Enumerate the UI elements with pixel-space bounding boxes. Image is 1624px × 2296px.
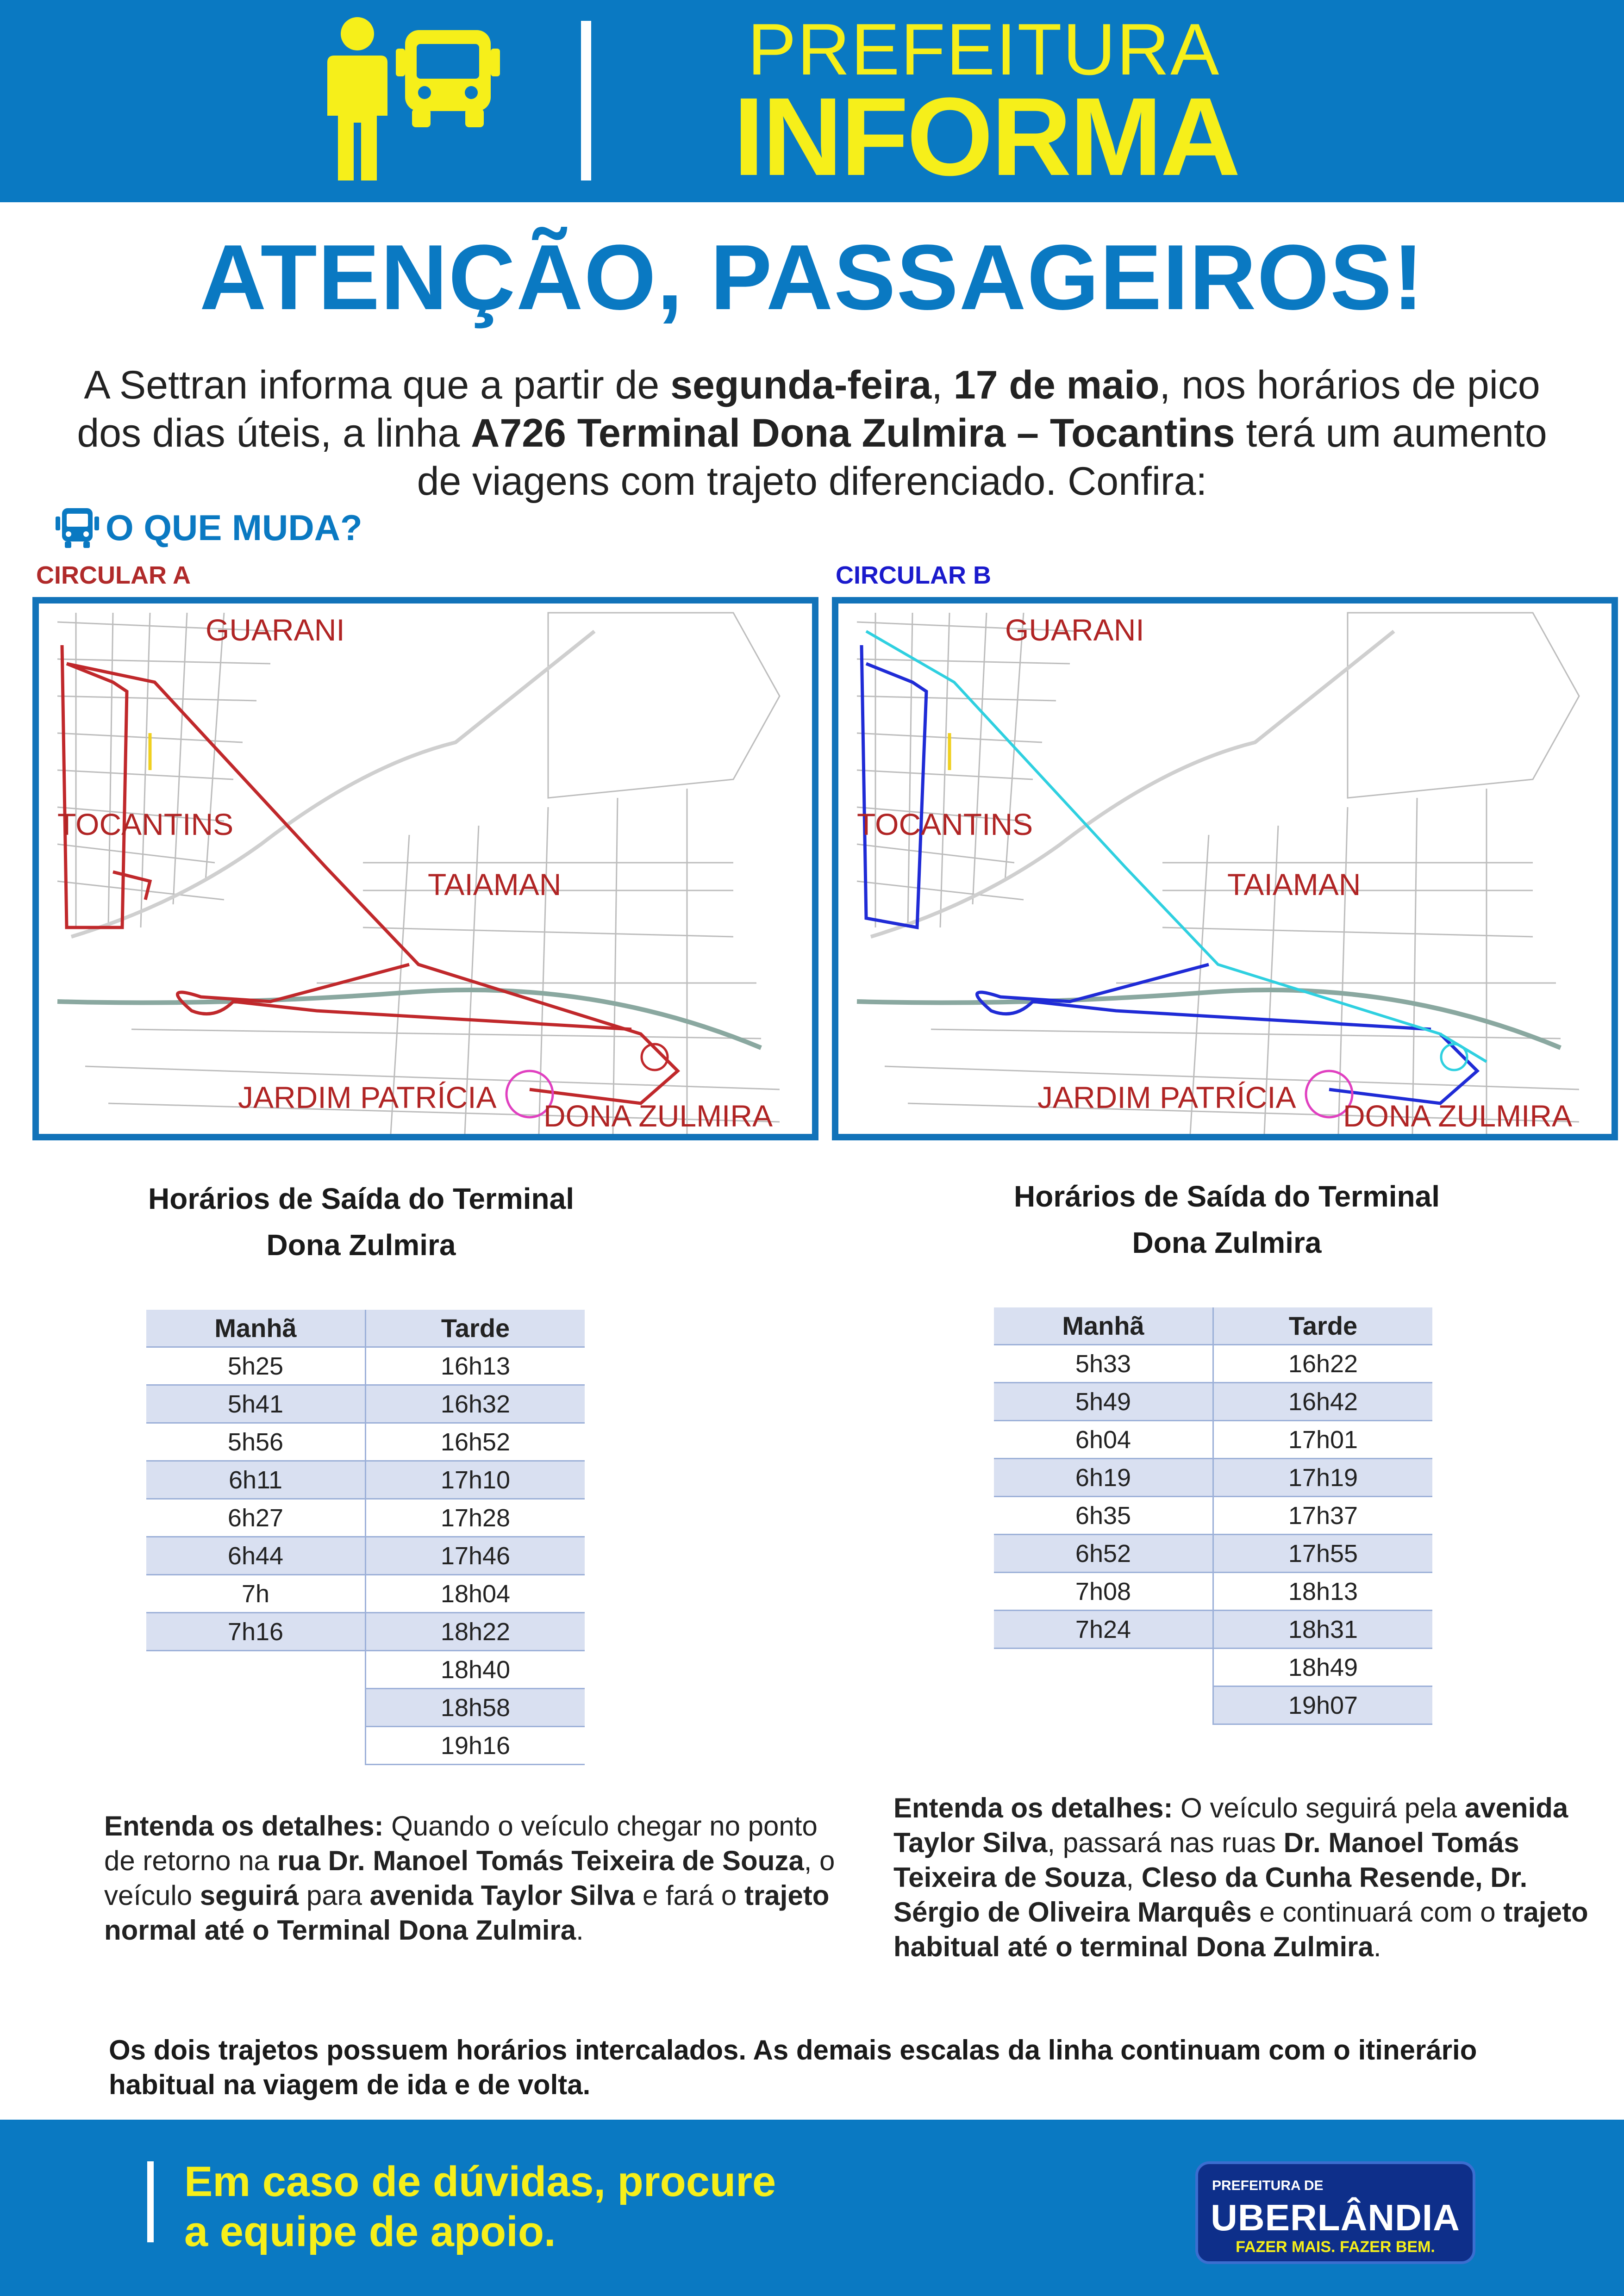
morning-time	[146, 1689, 366, 1727]
table-row	[994, 1459, 1432, 1497]
afternoon-time: 16h13	[366, 1347, 585, 1385]
route-map-b	[832, 597, 1618, 1140]
details-text: .	[576, 1915, 584, 1946]
morning-time: 6h27	[146, 1499, 366, 1537]
table-row	[994, 1535, 1432, 1573]
details-bold: avenida Taylor Silva	[369, 1880, 635, 1911]
morning-time: 7h24	[994, 1611, 1213, 1649]
afternoon-time: 17h55	[1213, 1535, 1433, 1573]
afternoon-time: 19h16	[366, 1727, 585, 1765]
circular-b-label: CIRCULAR B	[836, 561, 991, 589]
afternoon-time: 16h22	[1213, 1345, 1433, 1383]
section-heading-label: O QUE MUDA?	[106, 507, 362, 548]
schedule-b-title: Horários de Saída do Terminal Dona Zulmira	[1014, 1180, 1440, 1259]
morning-time: 6h19	[994, 1459, 1213, 1497]
intro-text: A Settran informa que a partir de	[84, 363, 671, 407]
morning-time: 5h49	[994, 1383, 1213, 1421]
details-bold: trajeto habitual até o terminal Dona Zulmira	[893, 1897, 1588, 1962]
morning-time: 6h52	[994, 1535, 1213, 1573]
header-divider	[581, 21, 591, 180]
table-row	[146, 1727, 585, 1765]
details-text: , o veículo	[104, 1845, 835, 1911]
route-map-a	[32, 597, 818, 1140]
table-row	[146, 1651, 585, 1689]
table-row	[994, 1345, 1432, 1383]
details-text: .	[1373, 1931, 1381, 1962]
afternoon-time: 16h42	[1213, 1383, 1433, 1421]
afternoon-time: 17h37	[1213, 1497, 1433, 1535]
afternoon-time: 17h01	[1213, 1421, 1433, 1459]
details-bold: avenida Taylor Silva	[893, 1792, 1568, 1858]
column-header-morning: Manhã	[146, 1310, 366, 1347]
table-row	[146, 1385, 585, 1423]
map-b-label-tocantins: TOCANTINS	[857, 807, 1033, 841]
column-header-afternoon: Tarde	[366, 1310, 585, 1347]
morning-time: 5h41	[146, 1385, 366, 1423]
table-row	[146, 1613, 585, 1651]
schedule-a-table	[146, 1310, 585, 1765]
logo-main-text: UBERLÂNDIA	[1211, 2197, 1460, 2238]
details-b-text	[893, 1791, 1606, 1964]
intro-bold-line: A726 Terminal Dona Zulmira – Tocantins	[471, 411, 1235, 455]
afternoon-time: 17h19	[1213, 1459, 1433, 1497]
intro-text: terá um aumento de viagens com trajeto diferenciado. Confira:	[417, 411, 1547, 504]
bus-icon	[396, 30, 500, 127]
afternoon-time: 18h40	[366, 1651, 585, 1689]
details-bold: rua Dr. Manoel Tomás Teixeira de Souza	[277, 1845, 804, 1876]
logo-top-text: PREFEITURA DE	[1212, 2178, 1324, 2193]
table-row	[146, 1347, 585, 1385]
table-row	[146, 1499, 585, 1537]
person-icon	[325, 16, 390, 183]
morning-time: 6h35	[994, 1497, 1213, 1535]
afternoon-time: 18h58	[366, 1689, 585, 1727]
details-a-text	[104, 1809, 836, 1948]
afternoon-time: 17h28	[366, 1499, 585, 1537]
afternoon-time: 18h22	[366, 1613, 585, 1651]
details-text: , passará nas ruas	[1047, 1827, 1284, 1858]
city-logo	[1195, 2161, 1475, 2264]
table-row	[146, 1575, 585, 1613]
map-b-label-jardim-patricia: JARDIM PATRÍCIA	[1037, 1080, 1296, 1114]
afternoon-time: 17h46	[366, 1537, 585, 1575]
morning-time: 6h11	[146, 1461, 366, 1499]
map-b-label-guarani: GUARANI	[1005, 613, 1144, 647]
table-row	[994, 1383, 1432, 1421]
table-row	[994, 1573, 1432, 1611]
morning-time: 5h56	[146, 1423, 366, 1461]
afternoon-time: 18h49	[1213, 1649, 1433, 1686]
details-text: e continuará com o	[1251, 1897, 1504, 1928]
details-text: para	[299, 1880, 370, 1911]
map-a-label-tocantins: TOCANTINS	[57, 807, 234, 841]
schedule-a-title: Horários de Saída do Terminal Dona Zulmira	[148, 1182, 574, 1262]
details-bold: trajeto normal até o Terminal Dona Zulmira	[104, 1880, 830, 1946]
afternoon-time: 17h10	[366, 1461, 585, 1499]
schedule-b-table	[994, 1307, 1432, 1725]
morning-time: 6h44	[146, 1537, 366, 1575]
header-title-line2: INFORMA	[733, 75, 1239, 199]
map-a-label-taiaman: TAIAMAN	[428, 867, 562, 902]
column-header-morning: Manhã	[994, 1307, 1213, 1345]
details-bold: seguirá	[200, 1880, 299, 1911]
morning-time: 5h33	[994, 1345, 1213, 1383]
afternoon-time: 18h04	[366, 1575, 585, 1613]
help-message	[184, 2157, 971, 2257]
details-label: Entenda os detalhes:	[893, 1792, 1173, 1823]
table-row	[146, 1537, 585, 1575]
details-text: O veículo seguirá pela	[1173, 1792, 1465, 1823]
table-row	[994, 1611, 1432, 1649]
footer-note: Os dois trajetos possuem horários intercalados. As demais escalas da linha continuam com o itinerário habitual na viagem de ida e de volta.	[109, 2035, 1477, 2100]
help-line-2: a equipe de apoio.	[184, 2208, 556, 2255]
afternoon-time: 16h32	[366, 1385, 585, 1423]
details-text: Quando o veículo chegar no ponto de retorno na	[104, 1811, 818, 1876]
morning-time	[146, 1651, 366, 1689]
help-line-1: Em caso de dúvidas, procure	[184, 2158, 776, 2205]
morning-time: 5h25	[146, 1347, 366, 1385]
column-header-afternoon: Tarde	[1213, 1307, 1433, 1345]
map-b-label-dona-zulmira: DONA ZULMIRA	[1343, 1099, 1573, 1133]
afternoon-time: 18h31	[1213, 1611, 1433, 1649]
intro-bold-date: 17 de maio	[953, 363, 1160, 407]
map-a-label-guarani: GUARANI	[206, 613, 345, 647]
map-a-label-dona-zulmira: DONA ZULMIRA	[543, 1099, 773, 1133]
afternoon-time: 19h07	[1213, 1686, 1433, 1724]
section-heading	[52, 504, 362, 551]
table-row	[146, 1689, 585, 1727]
table-row	[994, 1649, 1432, 1686]
map-b-label-taiaman: TAIAMAN	[1227, 867, 1361, 902]
intro-text: ,	[931, 363, 954, 407]
morning-time	[994, 1686, 1213, 1724]
morning-time: 7h08	[994, 1573, 1213, 1611]
afternoon-time: 18h13	[1213, 1573, 1433, 1611]
morning-time: 7h16	[146, 1613, 366, 1651]
morning-time	[146, 1727, 366, 1765]
morning-time: 7h	[146, 1575, 366, 1613]
morning-time: 6h04	[994, 1421, 1213, 1459]
morning-time	[994, 1649, 1213, 1686]
bus-small-icon	[52, 504, 103, 551]
details-label: Entenda os detalhes:	[104, 1811, 384, 1842]
map-a-label-jardim-patricia: JARDIM PATRÍCIA	[238, 1080, 497, 1114]
table-row	[146, 1423, 585, 1461]
circular-a-label: CIRCULAR A	[36, 561, 191, 589]
table-row	[994, 1686, 1432, 1724]
logo-slogan: FAZER MAIS. FAZER BEM.	[1236, 2238, 1435, 2256]
footer-divider	[147, 2161, 154, 2242]
afternoon-time: 16h52	[366, 1423, 585, 1461]
intro-paragraph	[69, 361, 1555, 505]
header-title-line1: PREFEITURA	[747, 9, 1220, 90]
table-row	[994, 1421, 1432, 1459]
intro-bold-date-day: segunda-feira	[670, 363, 932, 407]
table-row	[146, 1461, 585, 1499]
page-headline: ATENÇÃO, PASSAGEIROS!	[200, 226, 1424, 329]
details-bold: Dr. Manoel Tomás Teixeira de Souza	[893, 1827, 1519, 1893]
details-bold: Cleso da Cunha Resende, Dr. Sérgio de Oliveira Marquês	[893, 1862, 1528, 1928]
table-row	[994, 1497, 1432, 1535]
intro-text: , nos horários de pico dos dias úteis, a linha	[77, 363, 1540, 455]
details-text: e fará o	[635, 1880, 744, 1911]
details-text: ,	[1126, 1862, 1142, 1893]
